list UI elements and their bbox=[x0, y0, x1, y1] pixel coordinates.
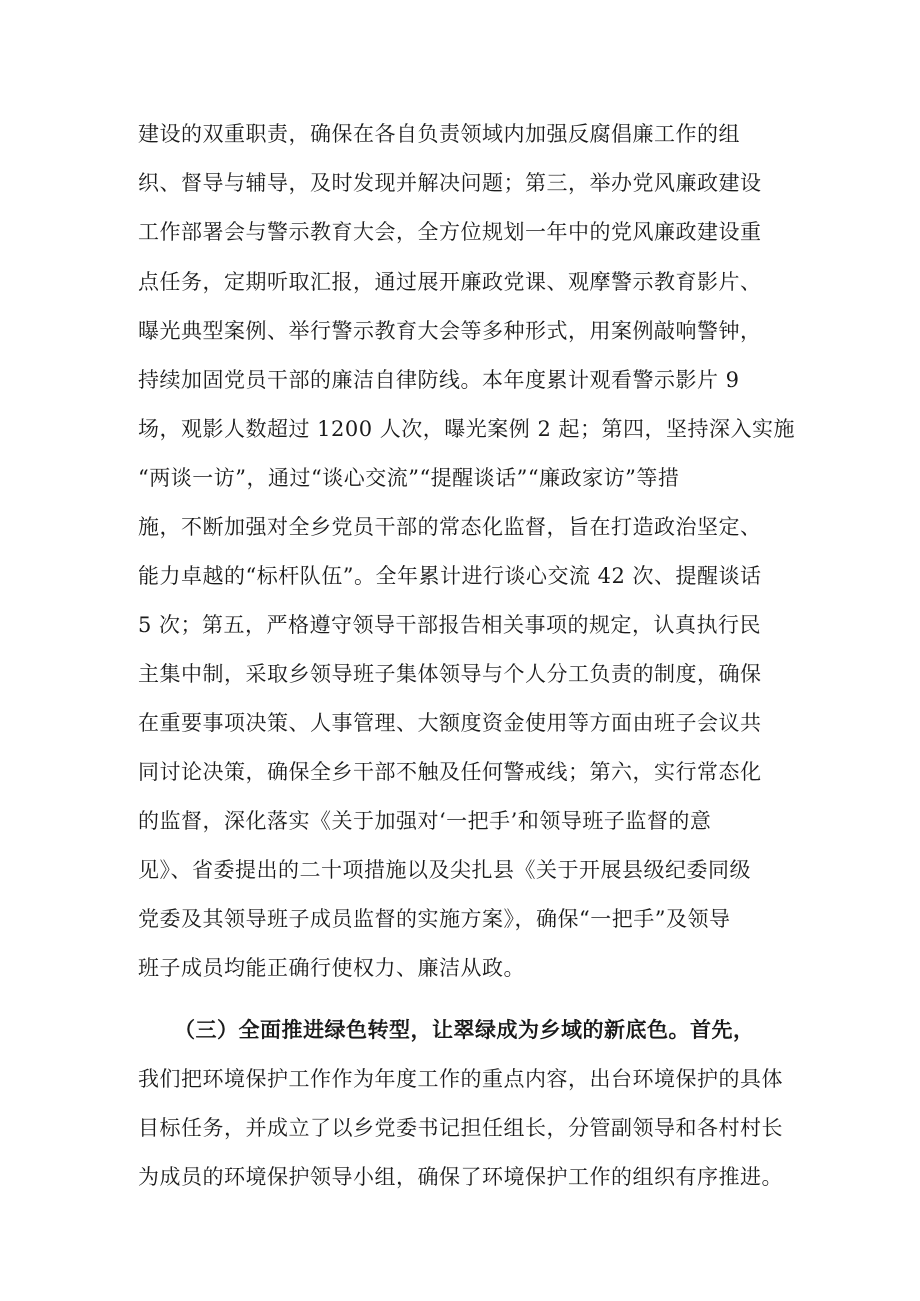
text-line: 目标任务，并成立了以乡党委书记担任组长，分管副领导和各村村长 bbox=[138, 1116, 783, 1140]
text-line: 持续加固党员干部的廉洁自律防线。本年度累计观看警示影片 9 bbox=[138, 368, 740, 392]
text-line: 5 次；第五，严格遵守领导干部报告相关事项的规定，认真执行民 bbox=[138, 613, 762, 637]
text-line: 场，观影人数超过 1200 人次，曝光案例 2 起；第四，坚持深入实施 bbox=[138, 417, 796, 441]
text-line: 曝光典型案例、举行警示教育大会等多种形式，用案例敲响警钟， bbox=[138, 319, 762, 343]
text-line: 点任务，定期听取汇报，通过展开廉政党课、观摩警示教育影片、 bbox=[138, 270, 762, 294]
text-line: “两谈一访”，通过“谈心交流”“提醒谈话”“廉政家访”等措 bbox=[138, 466, 680, 490]
text-line: 在重要事项决策、人事管理、大额度资金使用等方面由班子会议共 bbox=[138, 711, 762, 735]
text-line: 主集中制，采取乡领导班子集体领导与个人分工负责的制度，确保 bbox=[138, 662, 762, 686]
text-line: 织、督导与辅导，及时发现并解决问题；第三，举办党风廉政建设 bbox=[138, 171, 762, 195]
text-line: 我们把环境保护工作作为年度工作的重点内容，出台环境保护的具体 bbox=[138, 1067, 783, 1091]
text-line: 施，不断加强对全乡党员干部的常态化监督，旨在打造政治坚定、 bbox=[138, 515, 762, 539]
text-line: 的监督，深化落实《关于加强对‘一把手’和领导班子监督的意 bbox=[138, 809, 712, 833]
text-line: 建设的双重职责，确保在各自负责领域内加强反腐倡廉工作的组 bbox=[138, 122, 740, 146]
text-line: 能力卓越的“标杆队伍”。全年累计进行谈心交流 42 次、提醒谈话 bbox=[138, 564, 762, 588]
text-line: 班子成员均能正确行使权力、廉洁从政。 bbox=[138, 956, 525, 980]
text-line: 为成员的环境保护领导小组，确保了环境保护工作的组织有序推进。 bbox=[138, 1165, 783, 1189]
text-line: 工作部署会与警示教育大会，全方位规划一年中的党风廉政建设重 bbox=[138, 220, 762, 244]
text-line: 见》、省委提出的二十项措施以及尖扎县《关于开展县级纪委同级 bbox=[138, 858, 751, 882]
section-heading: （三）全面推进绿色转型，让翠绿成为乡域的新底色。首先， bbox=[174, 1017, 755, 1042]
text-line: 党委及其领导班子成员监督的实施方案》，确保“一把手”及领导 bbox=[138, 907, 731, 931]
text-line: 同讨论决策，确保全乡干部不触及任何警戒线；第六，实行常态化 bbox=[138, 760, 762, 784]
